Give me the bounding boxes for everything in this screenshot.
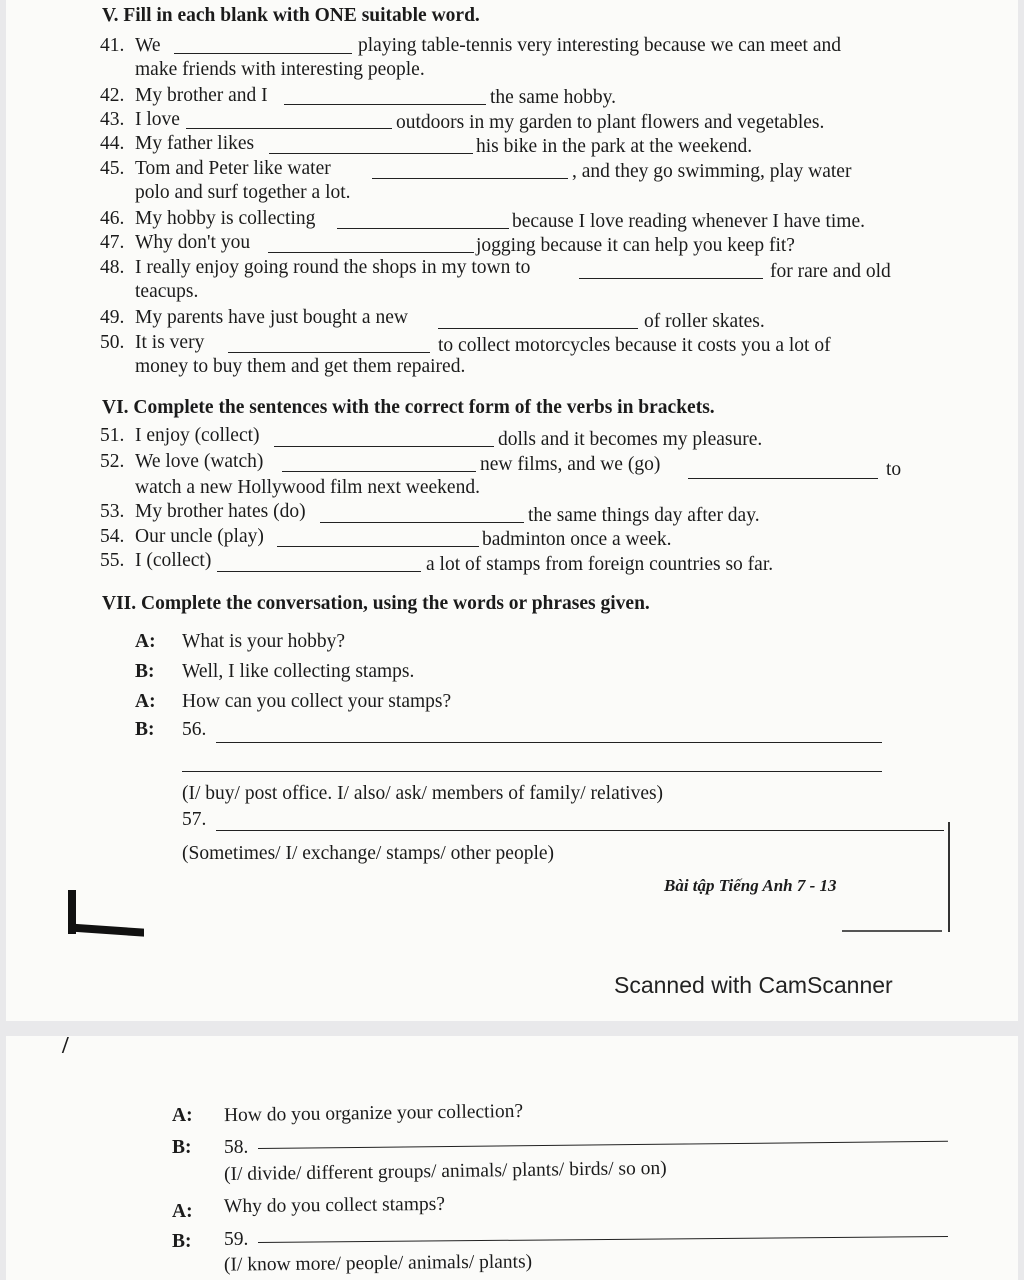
speaker-label: B: xyxy=(135,719,155,740)
question-text: new films, and we (go) xyxy=(480,454,661,475)
dialogue-line: How can you collect your stamps? xyxy=(182,691,452,712)
answer-blank-57[interactable] xyxy=(216,830,944,831)
question-text: My father likes xyxy=(135,133,255,154)
answer-blank-52b[interactable] xyxy=(688,478,878,479)
question-text: , and they go swimming, play water xyxy=(572,161,852,182)
question-text-cont: polo and surf together a lot. xyxy=(135,182,351,203)
question-text: outdoors in my garden to plant flowers and vegetables. xyxy=(396,112,825,133)
answer-blank-52a[interactable] xyxy=(282,471,476,472)
speaker-label: B: xyxy=(172,1137,192,1158)
answer-blank-46[interactable] xyxy=(337,228,509,229)
question-number: 51. xyxy=(100,425,125,446)
speaker-label: B: xyxy=(135,661,155,682)
question-text: It is very xyxy=(135,332,205,353)
answer-blank-51[interactable] xyxy=(274,446,494,447)
question-text: I love xyxy=(135,109,180,130)
question-number: 41. xyxy=(100,35,125,56)
question-number: 49. xyxy=(100,307,125,328)
section-vi-title: VI. Complete the sentences with the correct form of the verbs in brackets. xyxy=(102,397,715,418)
question-number: 47. xyxy=(100,232,125,253)
question-number: 43. xyxy=(100,109,125,130)
question-text: a lot of stamps from foreign countries so far. xyxy=(426,554,774,575)
hint-text: (Sometimes/ I/ exchange/ stamps/ other people) xyxy=(182,843,555,864)
question-number: 54. xyxy=(100,526,125,547)
hint-text: (I/ know more/ people/ animals/ plants) xyxy=(223,1251,533,1276)
answer-blank-50[interactable] xyxy=(228,352,430,353)
answer-blank-45[interactable] xyxy=(372,178,568,179)
question-text: the same things day after day. xyxy=(528,505,760,526)
question-text-cont: money to buy them and get them repaired. xyxy=(135,356,466,377)
question-text: My brother and I xyxy=(135,85,268,106)
question-number: 44. xyxy=(100,133,125,154)
speaker-label: A: xyxy=(135,631,156,652)
speaker-label: A: xyxy=(172,1201,193,1222)
scan-edge-shadow xyxy=(68,923,144,936)
question-text-cont: teacups. xyxy=(135,281,199,302)
scan-edge-line xyxy=(948,822,950,932)
question-text: My parents have just bought a new xyxy=(135,307,408,328)
question-text: to xyxy=(886,459,902,480)
question-text: dolls and it becomes my pleasure. xyxy=(498,429,763,450)
question-text-cont: watch a new Hollywood film next weekend. xyxy=(135,477,480,498)
answer-blank-49[interactable] xyxy=(438,328,638,329)
question-text: the same hobby. xyxy=(490,87,616,108)
answer-blank-55[interactable] xyxy=(217,571,421,572)
dialogue-line: Why do you collect stamps? xyxy=(223,1193,446,1218)
answer-blank-41[interactable] xyxy=(174,53,352,54)
question-text: playing table-tennis very interesting because we can meet and xyxy=(358,35,841,56)
question-text: We xyxy=(135,35,161,56)
question-number-57: 57. xyxy=(182,809,207,830)
answer-blank-53[interactable] xyxy=(320,522,524,523)
question-text: Why don't you xyxy=(135,232,251,253)
question-number-58: 58. xyxy=(224,1137,249,1158)
answer-blank-48[interactable] xyxy=(579,278,763,279)
question-text: I really enjoy going round the shops in my town to xyxy=(135,257,531,278)
question-number: 42. xyxy=(100,85,125,106)
section-v-title: V. Fill in each blank with ONE suitable word. xyxy=(102,5,480,26)
speaker-label: B: xyxy=(172,1231,192,1252)
question-number: 53. xyxy=(100,501,125,522)
hint-text: (I/ buy/ post office. I/ also/ ask/ members of family/ relatives) xyxy=(182,783,664,804)
answer-blank-44[interactable] xyxy=(269,153,473,154)
question-text: We love (watch) xyxy=(135,451,264,472)
question-text: badminton once a week. xyxy=(482,529,672,550)
scan-mark: / xyxy=(62,1036,69,1059)
question-number: 45. xyxy=(100,158,125,179)
question-text: for rare and old xyxy=(770,261,891,282)
scan-edge-line xyxy=(842,930,942,932)
hint-text: (I/ divide/ different groups/ animals/ plants/ birds/ so on) xyxy=(223,1157,667,1186)
question-text: Our uncle (play) xyxy=(135,526,264,547)
answer-blank-42[interactable] xyxy=(284,104,486,105)
question-text: My hobby is collecting xyxy=(135,208,316,229)
question-text: I (collect) xyxy=(135,550,212,571)
question-number-59: 59. xyxy=(224,1229,249,1250)
question-text: to collect motorcycles because it costs you a lot of xyxy=(438,335,831,356)
speaker-label: A: xyxy=(135,691,156,712)
speaker-label: A: xyxy=(172,1105,193,1126)
answer-blank-54[interactable] xyxy=(277,546,479,547)
question-text: his bike in the park at the weekend. xyxy=(476,136,753,157)
question-text: because I love reading whenever I have time. xyxy=(512,211,865,232)
book-page-footer: Bài tập Tiếng Anh 7 - 13 xyxy=(664,876,837,895)
question-text: I enjoy (collect) xyxy=(135,425,260,446)
dialogue-line: Well, I like collecting stamps. xyxy=(182,661,415,682)
question-number: 52. xyxy=(100,451,125,472)
section-vii-title: VII. Complete the conversation, using the words or phrases given. xyxy=(102,593,650,614)
question-text: Tom and Peter like water xyxy=(135,158,331,179)
scanned-page-1 xyxy=(6,0,1018,1021)
question-number: 55. xyxy=(100,550,125,571)
question-number: 50. xyxy=(100,332,125,353)
answer-blank-58[interactable] xyxy=(258,1141,948,1149)
dialogue-line: How do you organize your collection? xyxy=(223,1100,524,1127)
dialogue-line: What is your hobby? xyxy=(182,631,346,652)
question-text-cont: make friends with interesting people. xyxy=(135,59,425,80)
answer-blank-43[interactable] xyxy=(186,128,392,129)
answer-blank-47[interactable] xyxy=(268,252,474,253)
question-text: of roller skates. xyxy=(644,311,765,332)
question-number-56: 56. xyxy=(182,719,207,740)
answer-blank-56b[interactable] xyxy=(182,771,882,772)
question-number: 48. xyxy=(100,257,125,278)
question-number: 46. xyxy=(100,208,125,229)
answer-blank-56a[interactable] xyxy=(216,742,882,743)
scanned-page-2 xyxy=(6,1036,1018,1280)
question-text: My brother hates (do) xyxy=(135,501,306,522)
scanner-watermark: Scanned with CamScanner xyxy=(614,972,893,998)
answer-blank-59[interactable] xyxy=(258,1236,948,1243)
question-text: jogging because it can help you keep fit? xyxy=(476,235,795,256)
